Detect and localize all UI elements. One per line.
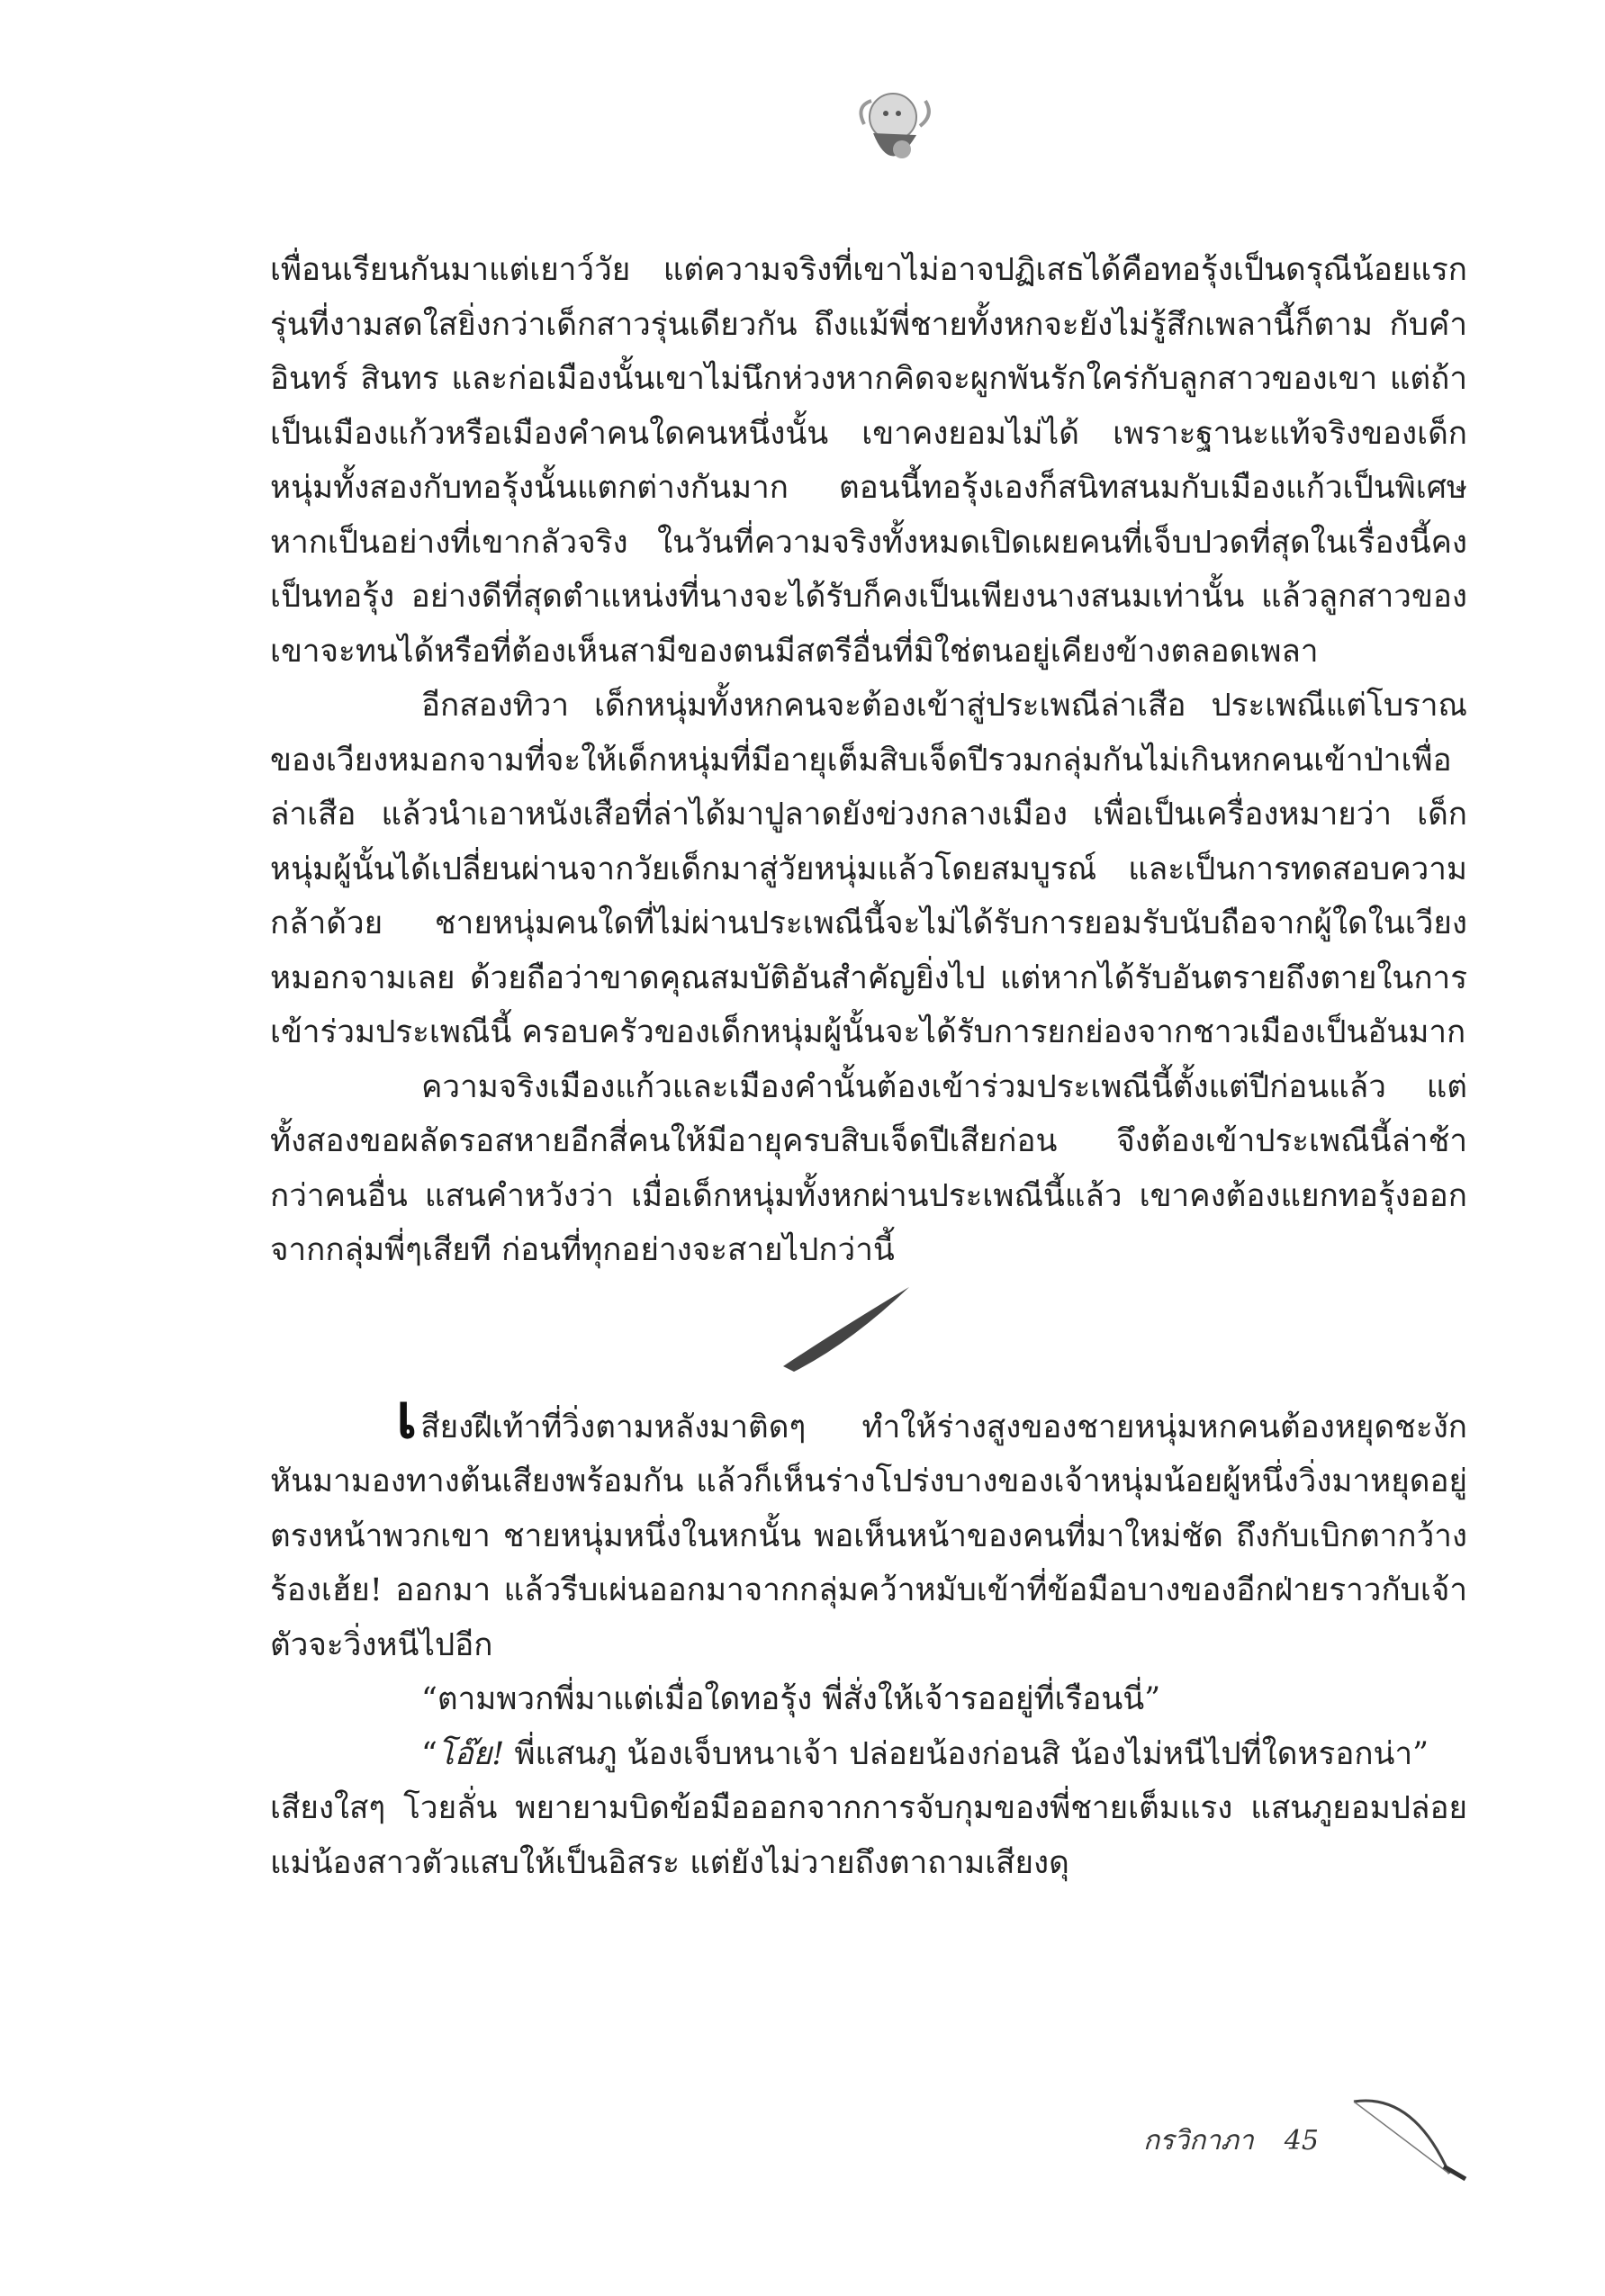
book-title: กรวิกาภา: [1143, 2125, 1254, 2156]
paragraph-last: เสียงใสๆ โวยลั่น พยายามบิดข้อมือออกจากการจับกุมของพี่ชายเต็มแรง แสนภูยอมปล่อยแม่น้องสาวตัวแสบให้เป็นอิสระ แต่ยังไม่วายถึงตาถามเสียงดุ: [270, 1790, 1467, 1881]
body-text: [270, 243, 1467, 1890]
section-break: [270, 1278, 1467, 1395]
paragraph-3: ความจริงเมืองแก้วและเมืองคำนั้นต้องเข้าร่วมประเพณีนี้ตั้งแต่ปีก่อนแล้ว แต่ทั้งสองขอผลัดรอสหายอีกสี่คนให้มีอายุครบสิบเจ็ดปีเสียก่อน จึงต้องเข้าประเพณีนี้ล่าช้ากว่าคนอื่น แสนคำหวังว่า เมื่อเด็กหนุ่มทั้งหกผ่านประเพณีนี้แล้ว เขาคงต้องแยกทอรุ้งออกจากกลุ่มพี่ๆเสียที ก่อนที่ทุกอย่างจะสายไปกว่านี้: [270, 1068, 1467, 1268]
dialogue-2: “โอ๊ย! พี่แสนภู น้องเจ็บหนาเจ้า ปล่อยน้องก่อนสิ น้องไม่หนีไปที่ใดหรอกน่า”: [421, 1735, 1429, 1772]
dialogue-1: “ตามพวกพี่มาแต่เมื่อใดทอรุ้ง พี่สั่งให้เจ้ารออยู่ที่เรือนนี่”: [421, 1681, 1161, 1717]
paragraph-4: [270, 1381, 1467, 1673]
page-footer: [1143, 2120, 1319, 2162]
cherub-emblem-icon: [837, 79, 945, 187]
page-number: 45: [1284, 2125, 1319, 2156]
dialogue-2-exclaim: โอ๊ย!: [437, 1735, 505, 1772]
drop-cap: เ: [396, 1381, 418, 1453]
paragraph-2: อีกสองทิวา เด็กหนุ่มทั้งหกคนจะต้องเข้าสู่ประเพณีล่าเสือ ประเพณีแต่โบราณของเวียงหมอกจามที่จะให้เด็กหนุ่มที่มีอายุเต็มสิบเจ็ดปีรวมกลุ่มกันไม่เกินหกคนเข้าป่าเพื่อล่าเสือ แล้วนำเอาหนังเสือที่ล่าได้มาปูลาดยังข่วงกลางเมือง เพื่อเป็นเครื่องหมายว่า เด็กหนุ่มผู้นั้นได้เปลี่ยนผ่านจากวัยเด็กมาสู่วัยหนุ่มแล้วโดยสมบูรณ์ และเป็นการทดสอบความกล้าด้วย ชายหนุ่มคนใดที่ไม่ผ่านประเพณีนี้จะไม่ได้รับการยอมรับนับถือจากผู้ใดในเวียงหมอกจามเลย ด้วยถือว่าขาดคุณสมบัติอันสำคัญยิ่งไป แต่หากได้รับอันตรายถึงตายในการเข้าร่วมประเพณีนี้ ครอบครัวของเด็กหนุ่มผู้นั้นจะได้รับการยกย่องจากชาวเมืองเป็นอันมาก: [270, 688, 1467, 1050]
brush-stroke-icon: [774, 1278, 918, 1377]
paragraph-4-text: สียงฝีเท้าที่วิ่งตามหลังมาติดๆ ทำให้ร่างสูงของชายหนุ่มหกคนต้องหยุดชะงัก หันมามองทางต้นเสียงพร้อมกัน แล้วก็เห็นร่างโปร่งบางของเจ้าหนุ่มน้อยผู้หนึ่งวิ่งมาหยุดอยู่ตรงหน้าพวกเขา ชายหนุ่มหนึ่งในหกนั้น พอเห็นหน้าของคนที่มาใหม่ชัด ถึงกับเบิกตากว้างร้องเฮ้ย! ออกมา แล้วรีบเผ่นออกมาจากกลุ่มคว้าหมับเข้าที่ข้อมือบางของอีกฝ่ายราวกับเจ้าตัวจะวิ่งหนีไปอีก: [270, 1409, 1467, 1663]
paragraph-1: เพื่อนเรียนกันมาแต่เยาว์วัย แต่ความจริงที่เขาไม่อาจปฏิเสธได้คือทอรุ้งเป็นดรุณีน้อยแรกรุ่นที่งามสดใสยิ่งกว่าเด็กสาวรุ่นเดียวกัน ถึงแม้พี่ชายทั้งหกจะยังไม่รู้สึกเพลานี้ก็ตาม กับคำอินทร์ สินทร และก่อเมืองนั้นเขาไม่นึกห่วงหากคิดจะผูกพันรักใคร่กับลูกสาวของเขา แต่ถ้าเป็นเมืองแก้วหรือเมืองคำคนใดคนหนึ่งนั้น เขาคงยอมไม่ได้ เพราะฐานะแท้จริงของเด็กหนุ่มทั้งสองกับทอรุ้งนั้นแตกต่างกันมาก ตอนนี้ทอรุ้งเองก็สนิทสนมกับเมืองแก้วเป็นพิเศษ หากเป็นอย่างที่เขากลัวจริง ในวันที่ความจริงทั้งหมดเปิดเผยคนที่เจ็บปวดที่สุดในเรื่องนี้คงเป็นทอรุ้ง อย่างดีที่สุดตำแหน่งที่นางจะได้รับก็คงเป็นเพียงนางสนมเท่านั้น แล้วลูกสาวของเขาจะทนได้หรือที่ต้องเห็นสามีของตนมีสตรีอื่นที่มิใช่ตนอยู่เคียงข้างตลอดเพลา: [270, 252, 1467, 670]
corner-ornament-icon: [1350, 2084, 1476, 2183]
dialogue-2-text: พี่แสนภู น้องเจ็บหนาเจ้า ปล่อยน้องก่อนสิ น้องไม่หนีไปที่ใดหรอกน่า”: [504, 1735, 1429, 1772]
